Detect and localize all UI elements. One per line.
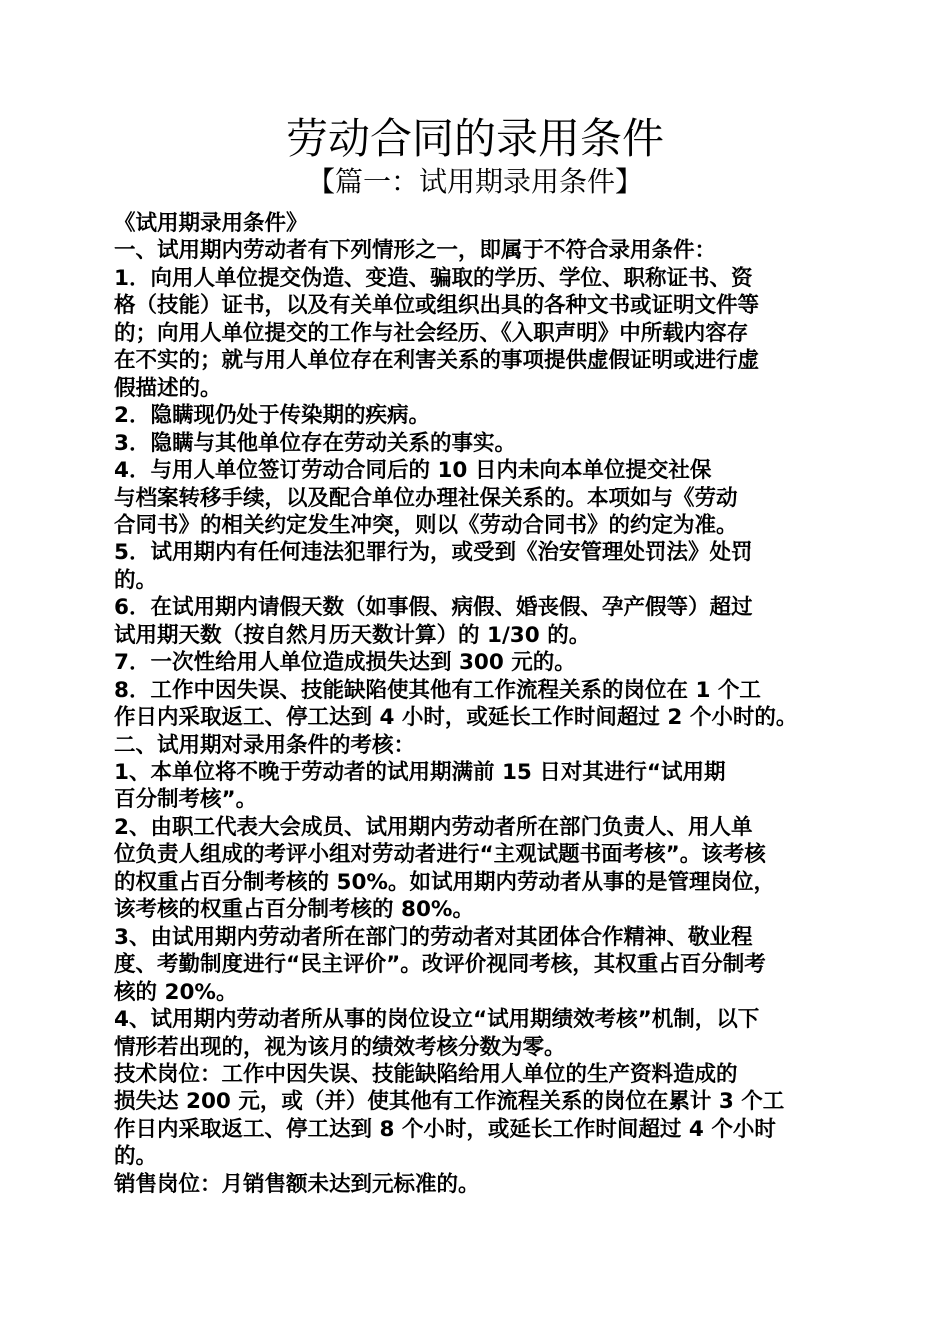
body-line: 合同书》的相关约定发生冲突，则以《劳动合同书》的约定为准。 [114,512,738,538]
body-line: 与档案转移手续，以及配合单位办理社保关系的。本项如与《劳动 [114,485,738,511]
body-line: 的；向用人单位提交的工作与社会经历、《入职声明》中所载内容存 [114,320,749,346]
body-line: 的权重占百分制考核的 50%。如试用期内劳动者从事的是管理岗位， [114,869,775,895]
body-line: 1．向用人单位提交伪造、变造、骗取的学历、学位、职称证书、资 [114,265,753,291]
body-line: 的。 [114,567,158,593]
body-line: 百分制考核”。 [114,787,258,813]
body-line: 6．在试用期内请假天数（如事假、病假、婚丧假、孕产假等）超过 [114,595,753,621]
body-line: 假描述的。 [114,375,222,401]
body-line: 二、试用期对录用条件的考核： [114,732,416,758]
body-line: 一、试用期内劳动者有下列情形之一，即属于不符合录用条件： [114,238,717,264]
body-line: 位负责人组成的考评小组对劳动者进行“主观试题书面考核”。该考核 [114,842,766,868]
body-line: 3．隐瞒与其他单位存在劳动关系的事实。 [114,430,516,456]
body-line: 损失达 200 元，或（并）使其他有工作流程关系的岗位在累计 3 个工 [114,1089,785,1115]
document-subtitle: 【篇一：试用期录用条件】 [306,165,643,198]
body-line: 2．隐瞒现仍处于传染期的疾病。 [114,403,430,429]
body-line: 格（技能）证书，以及有关单位或组织出具的各种文书或证明文件等 [114,293,760,319]
body-line: 度、考勤制度进行“民主评价”。改评价视同考核，其权重占百分制考 [114,952,766,978]
body-line: 3、由试用期内劳动者所在部门的劳动者对其团体合作精神、敬业程 [114,924,753,950]
body-line: 试用期天数（按自然月历天数计算）的 1/30 的。 [114,622,591,648]
body-line: 核的 20%。 [114,979,238,1005]
document-title: 劳动合同的录用条件 [285,114,664,163]
body-line: 作日内采取返工、停工达到 8 个小时，或延长工作时间超过 4 个小时 [114,1116,776,1142]
body-line: 的。 [114,1144,158,1170]
body-line: 该考核的权重占百分制考核的 80%。 [114,897,474,923]
body-line: 《试用期录用条件》 [114,211,308,236]
body-line: 作日内采取返工、停工达到 4 小时，或延长工作时间超过 2 个小时的。 [114,705,798,731]
body-line: 情形若出现的，视为该月的绩效考核分数为零。 [114,1034,566,1060]
body-line: 在不实的；就与用人单位存在利害关系的事项提供虚假证明或进行虚 [114,348,760,374]
body-line: 销售岗位：月销售额未达到元标准的。 [114,1171,480,1197]
body-line: 8．工作中因失误、技能缺陷使其他有工作流程关系的岗位在 1 个工 [114,677,761,703]
body-line: 5．试用期内有任何违法犯罪行为，或受到《治安管理处罚法》处罚 [114,540,753,566]
body-line: 1、本单位将不晚于劳动者的试用期满前 15 日对其进行“试用期 [114,760,726,785]
body-line: 4．与用人单位签订劳动合同后的 10 日内未向本单位提交社保 [114,458,712,484]
body-line: 技术岗位：工作中因失误、技能缺陷给用人单位的生产资料造成的 [114,1061,738,1087]
body-line: 7．一次性给用人单位造成损失达到 300 元的。 [114,650,576,676]
body-line: 2、由职工代表大会成员、试用期内劳动者所在部门负责人、用人单 [114,814,753,840]
body-line: 4、试用期内劳动者所从事的岗位设立“试用期绩效考核”机制，以下 [114,1007,760,1033]
